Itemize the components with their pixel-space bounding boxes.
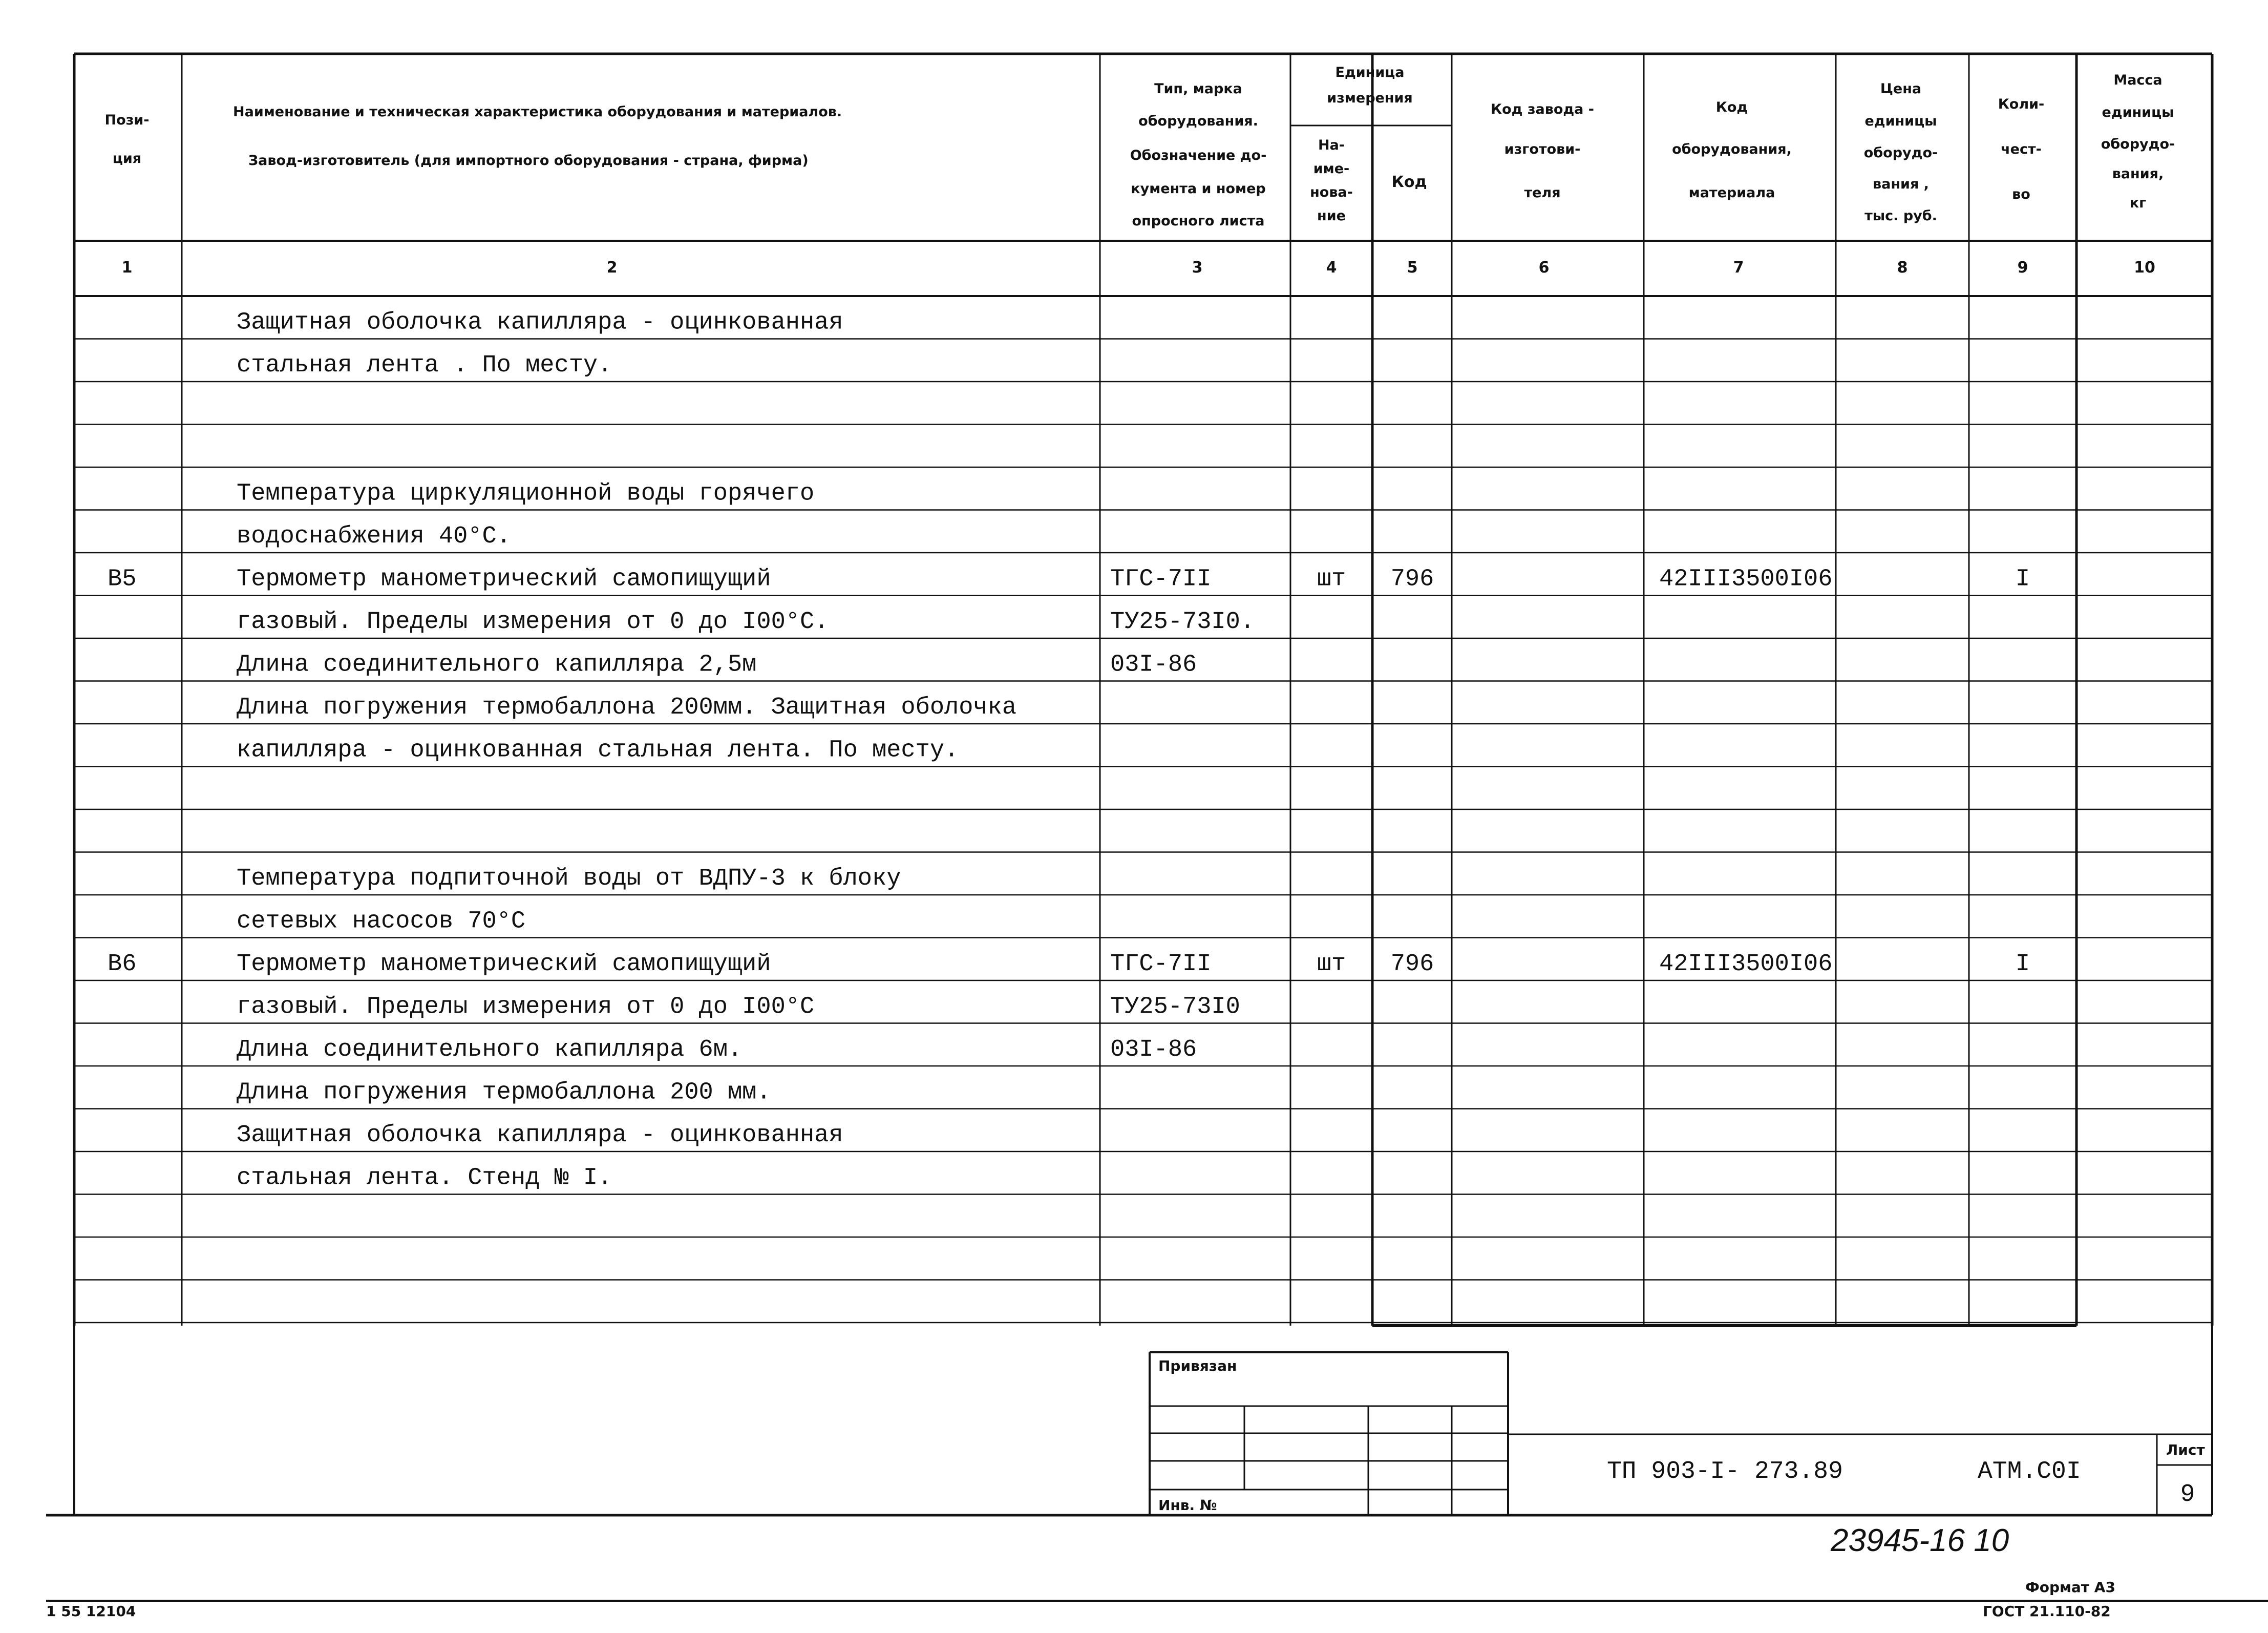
row-type: 03I-86 [1110,651,1197,679]
header-col-10-line-2: единицы [2102,104,2174,120]
column-number-1: 1 [121,259,133,277]
row-name: газовый. Пределы измерения от 0 до I00°С [237,993,815,1021]
header-col-1-line-1: Пози- [104,112,150,128]
table-row [237,1036,1197,1063]
row-name: стальная лента. Стенд № I. [237,1164,612,1192]
row-name: стальная лента . По месту. [237,352,612,379]
table-row [237,908,525,935]
table-row [237,694,1016,721]
header-col-10-line-5: кг [2129,195,2147,211]
header-col-8 [1864,81,1938,224]
header-col-3-line-2: оборудования. [1138,113,1258,129]
table-body [108,309,2030,1192]
header-col-8-line-1: Цена [1880,81,1922,97]
row-name: Термометр манометрический самопищущий [237,951,771,978]
header-col-2 [233,104,842,169]
print-code: 1 55 12104 [46,1603,136,1620]
header-col-6-line-3: теля [1524,185,1561,201]
header-col-10-line-4: вания, [2112,166,2164,182]
row-name: Длина погружения термобаллона 200 мм. [237,1079,771,1106]
sheet-label: Лист [2166,1441,2205,1458]
row-material-code: 42III3500I06 [1659,951,1833,978]
header-col-4 [1310,137,1353,224]
header-col-10 [2101,72,2175,211]
inv-number-label: Инв. № [1158,1497,1217,1514]
document-code: АТМ.С0I [1978,1458,2081,1485]
row-name: газовый. Пределы измерения от 0 до I00°С. [237,609,829,636]
table-row [237,309,843,337]
column-number-row [122,259,2155,277]
row-unit-code: 796 [1390,951,1434,978]
table-row [237,1079,771,1106]
table-row [237,1165,612,1192]
row-material-code: 42III3500I06 [1659,566,1833,593]
header-col-5: Код [1391,173,1427,191]
header-col-6-line-2: изготови- [1504,141,1581,157]
table-row [237,352,612,379]
header-col-2-line-2: Завод-изготовитель (для импортного оборудования - страна, фирма) [248,153,809,169]
header-col-9 [1998,96,2045,202]
row-name: Длина соединительного капилляра 2,5м [237,651,757,679]
header-col-6-line-1: Код завода - [1491,101,1594,117]
table-row [237,737,959,764]
row-type: 03I-86 [1110,1036,1197,1063]
row-quantity: I [2015,566,2030,593]
row-name: капилляра - оцинкованная стальная лента. По месту. [237,737,959,764]
header-col-4-line-3: нова- [1310,184,1353,200]
column-number-10: 10 [2134,259,2155,277]
row-type: ТУ25-73I0 [1110,993,1240,1021]
table-row [108,951,2030,978]
header-col-1 [105,112,150,166]
header-unit-group [1327,65,1413,106]
row-name: Длина погружения термобаллона 200мм. Защитная оболочка [237,694,1017,721]
row-type: ТУ25-73I0. [1110,609,1255,636]
header-col-8-line-3: оборудо- [1863,145,1938,161]
row-unit: шт [1317,566,1346,593]
column-number-2: 2 [606,259,618,277]
document-number: ТП 903-I- 273.89 [1607,1458,1843,1485]
row-unit: шт [1317,951,1346,978]
attached-label: Привязан [1158,1357,1237,1374]
row-name: Температура подпиточной воды от ВДПУ-3 к блоку [237,865,901,892]
header-col-10-line-3: оборудо- [2101,136,2175,152]
row-quantity: I [2015,951,2030,978]
column-number-7: 7 [1733,259,1744,277]
table-row [237,609,1255,636]
header-unit-group-line-1: Единица [1335,65,1405,80]
table-row [237,994,1240,1021]
header-col-7-line-3: материала [1688,185,1775,201]
header-col-3 [1130,81,1267,229]
header-col-4-line-4: ние [1317,208,1346,224]
format-label: Формат А3 [2025,1579,2115,1596]
header-col-10-line-1: Масса [2113,72,2163,88]
header-col-6 [1491,101,1594,201]
header-col-4-line-1: На- [1318,137,1345,153]
handwritten-number: 23945-16 10 [1831,1523,2009,1558]
header-col-1-line-2: ция [112,151,142,166]
column-number-4: 4 [1326,259,1337,277]
header-col-8-line-5: тыс. руб. [1864,208,1937,224]
header-col-7-line-1: Код [1715,99,1748,115]
row-name: Защитная оболочка капилляра - оцинкованная [237,1122,843,1149]
row-name: Температура циркуляционной воды горячего [237,480,815,508]
column-number-6: 6 [1538,259,1550,277]
row-unit-code: 796 [1390,566,1434,593]
header-col-9-line-2: чест- [2001,141,2042,157]
row-type: ТГС-7II [1110,566,1212,593]
header-col-8-line-4: вания , [1873,176,1929,192]
header-col-7-line-2: оборудования, [1672,141,1792,157]
header-col-2-line-1: Наименование и техническая характеристика оборудования и материалов. [233,104,842,120]
row-position: В5 [108,566,137,593]
header-col-3-line-4: кумента и номер [1131,181,1266,197]
table-row [237,1122,843,1149]
table-row [237,480,814,508]
row-name: водоснабжения 40°С. [237,523,511,550]
header-col-9-line-1: Коли- [1998,96,2045,112]
row-name: Термометр манометрический самопищущий [237,566,771,593]
gost-label: ГОСТ 21.110-82 [1983,1603,2111,1620]
column-number-9: 9 [2017,259,2028,277]
row-type: ТГС-7II [1110,951,1212,978]
column-number-3: 3 [1192,259,1203,277]
table-row [108,566,2030,593]
table-row [237,523,511,550]
table-row [237,865,901,892]
header-col-3-line-5: опросного листа [1132,213,1265,229]
header-col-7 [1672,99,1792,201]
row-name: Защитная оболочка капилляра - оцинкованная [237,309,843,337]
sheet-number: 9 [2180,1481,2195,1509]
header-col-3-line-3: Обозначение до- [1130,148,1267,163]
header-col-4-line-2: име- [1313,161,1350,177]
row-name: сетевых насосов 70°С [237,908,526,935]
header-col-8-line-2: единицы [1864,113,1937,129]
table-frame [46,54,2268,1601]
header-unit-group-line-2: измерения [1327,90,1413,106]
header-col-3-line-1: Тип, марка [1154,81,1242,97]
column-number-5: 5 [1407,259,1418,277]
header-col-9-line-3: во [2012,186,2030,202]
row-position: В6 [108,951,137,978]
column-number-8: 8 [1897,259,1908,277]
row-name: Длина соединительного капилляра 6м. [237,1036,743,1063]
table-row [237,652,1197,679]
